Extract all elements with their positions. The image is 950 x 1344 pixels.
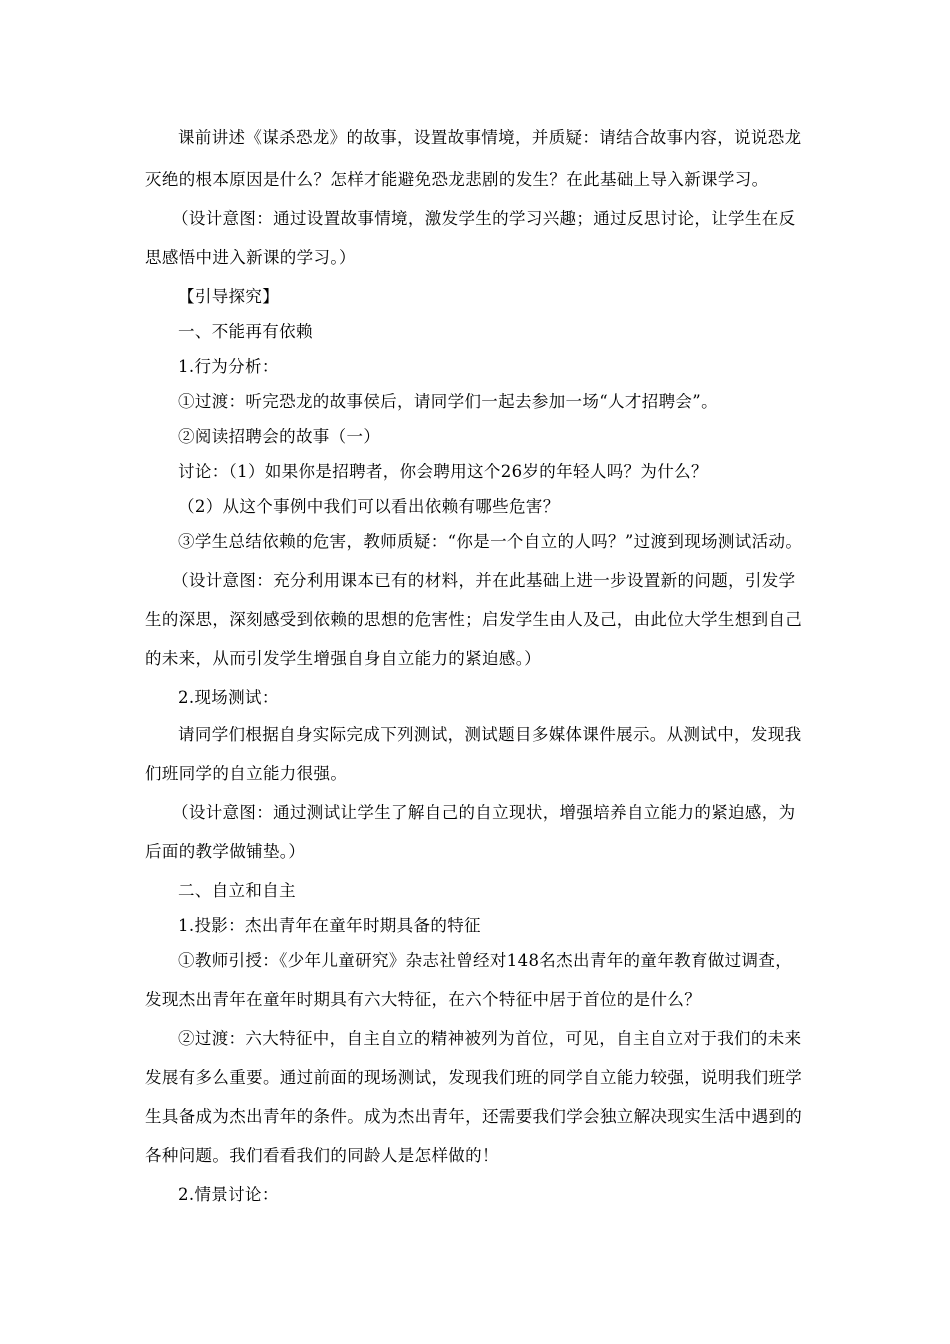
paragraph-line: （设计意图：通过设置故事情境，激发学生的学习兴趣；通过反思讨论，让学生在反: [172, 209, 796, 228]
section-heading: 二、自立和自主: [178, 881, 296, 900]
paragraph-line: ②过渡：六大特征中，自主自立的精神被列为首位，可见，自主自立对于我们的未来: [178, 1029, 802, 1048]
subsection-heading: 2.现场测试：: [178, 688, 279, 707]
paragraph-line: 生具备成为杰出青年的条件。成为杰出青年，还需要我们学会独立解决现实生活中遇到的: [145, 1107, 803, 1126]
paragraph-line: 发展有多么重要。通过前面的现场测试，发现我们班的同学自立能力较强，说明我们班学: [145, 1068, 803, 1087]
subsection-heading: 1.投影：杰出青年在童年时期具备的特征: [178, 916, 481, 935]
paragraph-line: 讨论：（1）如果你是招聘者，你会聘用这个26岁的年轻人吗？为什么？: [178, 462, 708, 481]
subsection-heading: 1.行为分析：: [178, 357, 279, 376]
section-heading: 一、不能再有依赖: [178, 322, 313, 341]
paragraph-line: 生的深思，深刻感受到依赖的思想的危害性；启发学生由人及己，由此位大学生想到自己: [145, 610, 803, 629]
paragraph-line: 思感悟中进入新课的学习。）: [145, 248, 356, 267]
paragraph-line: 请同学们根据自身实际完成下列测试，测试题目多媒体课件展示。从测试中，发现我: [178, 725, 802, 744]
paragraph-line: （设计意图：充分利用课本已有的材料，并在此基础上进一步设置新的问题，引发学: [172, 571, 796, 590]
paragraph-line: ③学生总结依赖的危害，教师质疑：“你是一个自立的人吗？”过渡到现场测试活动。: [178, 532, 803, 551]
paragraph-line: 后面的教学做铺垫。）: [145, 842, 306, 861]
paragraph-line: （2）从这个事例中我们可以看出依赖有哪些危害？: [178, 497, 560, 516]
paragraph-line: 的未来，从而引发学生增强自身自立能力的紧迫感。）: [145, 649, 542, 668]
subsection-heading: 2.情景讨论：: [178, 1185, 279, 1204]
paragraph-line: 灭绝的根本原因是什么？怎样才能避免恐龙悲剧的发生？在此基础上导入新课学习。: [145, 170, 769, 189]
paragraph-line: 课前讲述《谋杀恐龙》的故事，设置故事情境，并质疑：请结合故事内容，说说恐龙: [178, 128, 802, 147]
paragraph-line: （设计意图：通过测试让学生了解自己的自立现状，增强培养自立能力的紧迫感，为: [172, 803, 796, 822]
paragraph-line: ①教师引授：《少年儿童研究》杂志社曾经对148名杰出青年的童年教育做过调查，: [178, 951, 793, 970]
section-heading: 【引导探究】: [178, 287, 280, 306]
paragraph-line: 们班同学的自立能力很强。: [145, 764, 348, 783]
paragraph-line: ②阅读招聘会的故事（一）: [178, 427, 381, 446]
paragraph-line: 各种问题。我们看看我们的同龄人是怎样做的！: [145, 1146, 499, 1165]
paragraph-line: 发现杰出青年在童年时期具有六大特征，在六个特征中居于首位的是什么？: [145, 990, 702, 1009]
paragraph-line: ①过渡：听完恐龙的故事侯后，请同学们一起去参加一场“人才招聘会”。: [178, 392, 718, 411]
